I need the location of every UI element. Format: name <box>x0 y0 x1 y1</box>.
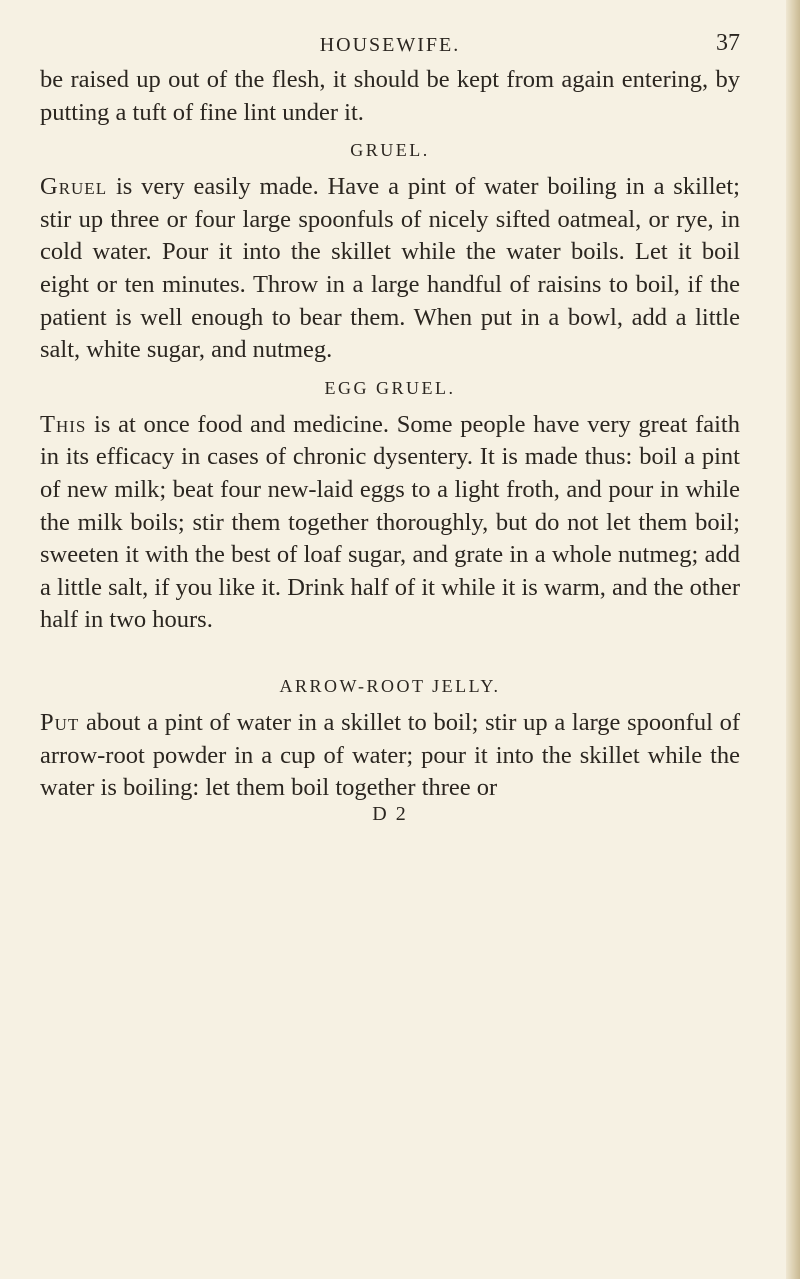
arrow-root-text: about a pint of water in a skillet to boil; stir up a large spoonful of arrow-root powder in a cup of water; pour it into the skillet while the water is boiling: let them boil together three or <box>40 708 740 802</box>
continued-paragraph: be raised up out of the flesh, it should be kept from again entering, by putting a tuft of fine lint under it. <box>40 66 740 126</box>
egg-gruel-lead-word: This <box>40 410 87 438</box>
gruel-lead-word: Gruel <box>40 173 108 201</box>
page-number: 37 <box>716 30 740 56</box>
gruel-text: is very easily made. Have a pint of water boiling in a skillet; stir up three or four large spoonfuls of nicely sifted oatmeal, or rye, in cold water. Pour it into the skillet while the water boils. Let it boil eight or ten minutes. Throw in a large handful of raisins to boil, if the patient is well enough to bear them. When put in a bowl, add a little salt, white sugar, and nutmeg. <box>40 173 740 364</box>
book-page <box>40 28 740 826</box>
page-edge <box>786 0 800 1279</box>
egg-gruel-text: is at once food and medicine. Some people have very great faith in its efficacy in cases of chronic dysentery. It is made thus: boil a pint of new milk; beat four new-laid eggs to a light froth, and pour in while the milk boils; stir them together thoroughly, but do not let them boil; sweeten it with the best of loaf sugar, and grate in a whole nutmeg; add a little salt, if you like it. Drink half of it while it is warm, and the other half in two hours. <box>40 410 740 634</box>
signature-mark: D 2 <box>372 802 408 825</box>
heading-gruel: GRUEL. <box>350 140 430 161</box>
running-head <box>40 28 740 64</box>
gruel-paragraph <box>40 171 740 367</box>
running-title: HOUSEWIFE. <box>319 34 461 56</box>
arrow-root-lead-word: Put <box>40 708 80 736</box>
heading-arrow-root-jelly: ARROW-ROOT JELLY. <box>279 675 501 696</box>
heading-egg-gruel: EGG GRUEL. <box>324 377 456 398</box>
egg-gruel-paragraph <box>40 409 740 637</box>
arrow-root-paragraph <box>40 707 740 805</box>
